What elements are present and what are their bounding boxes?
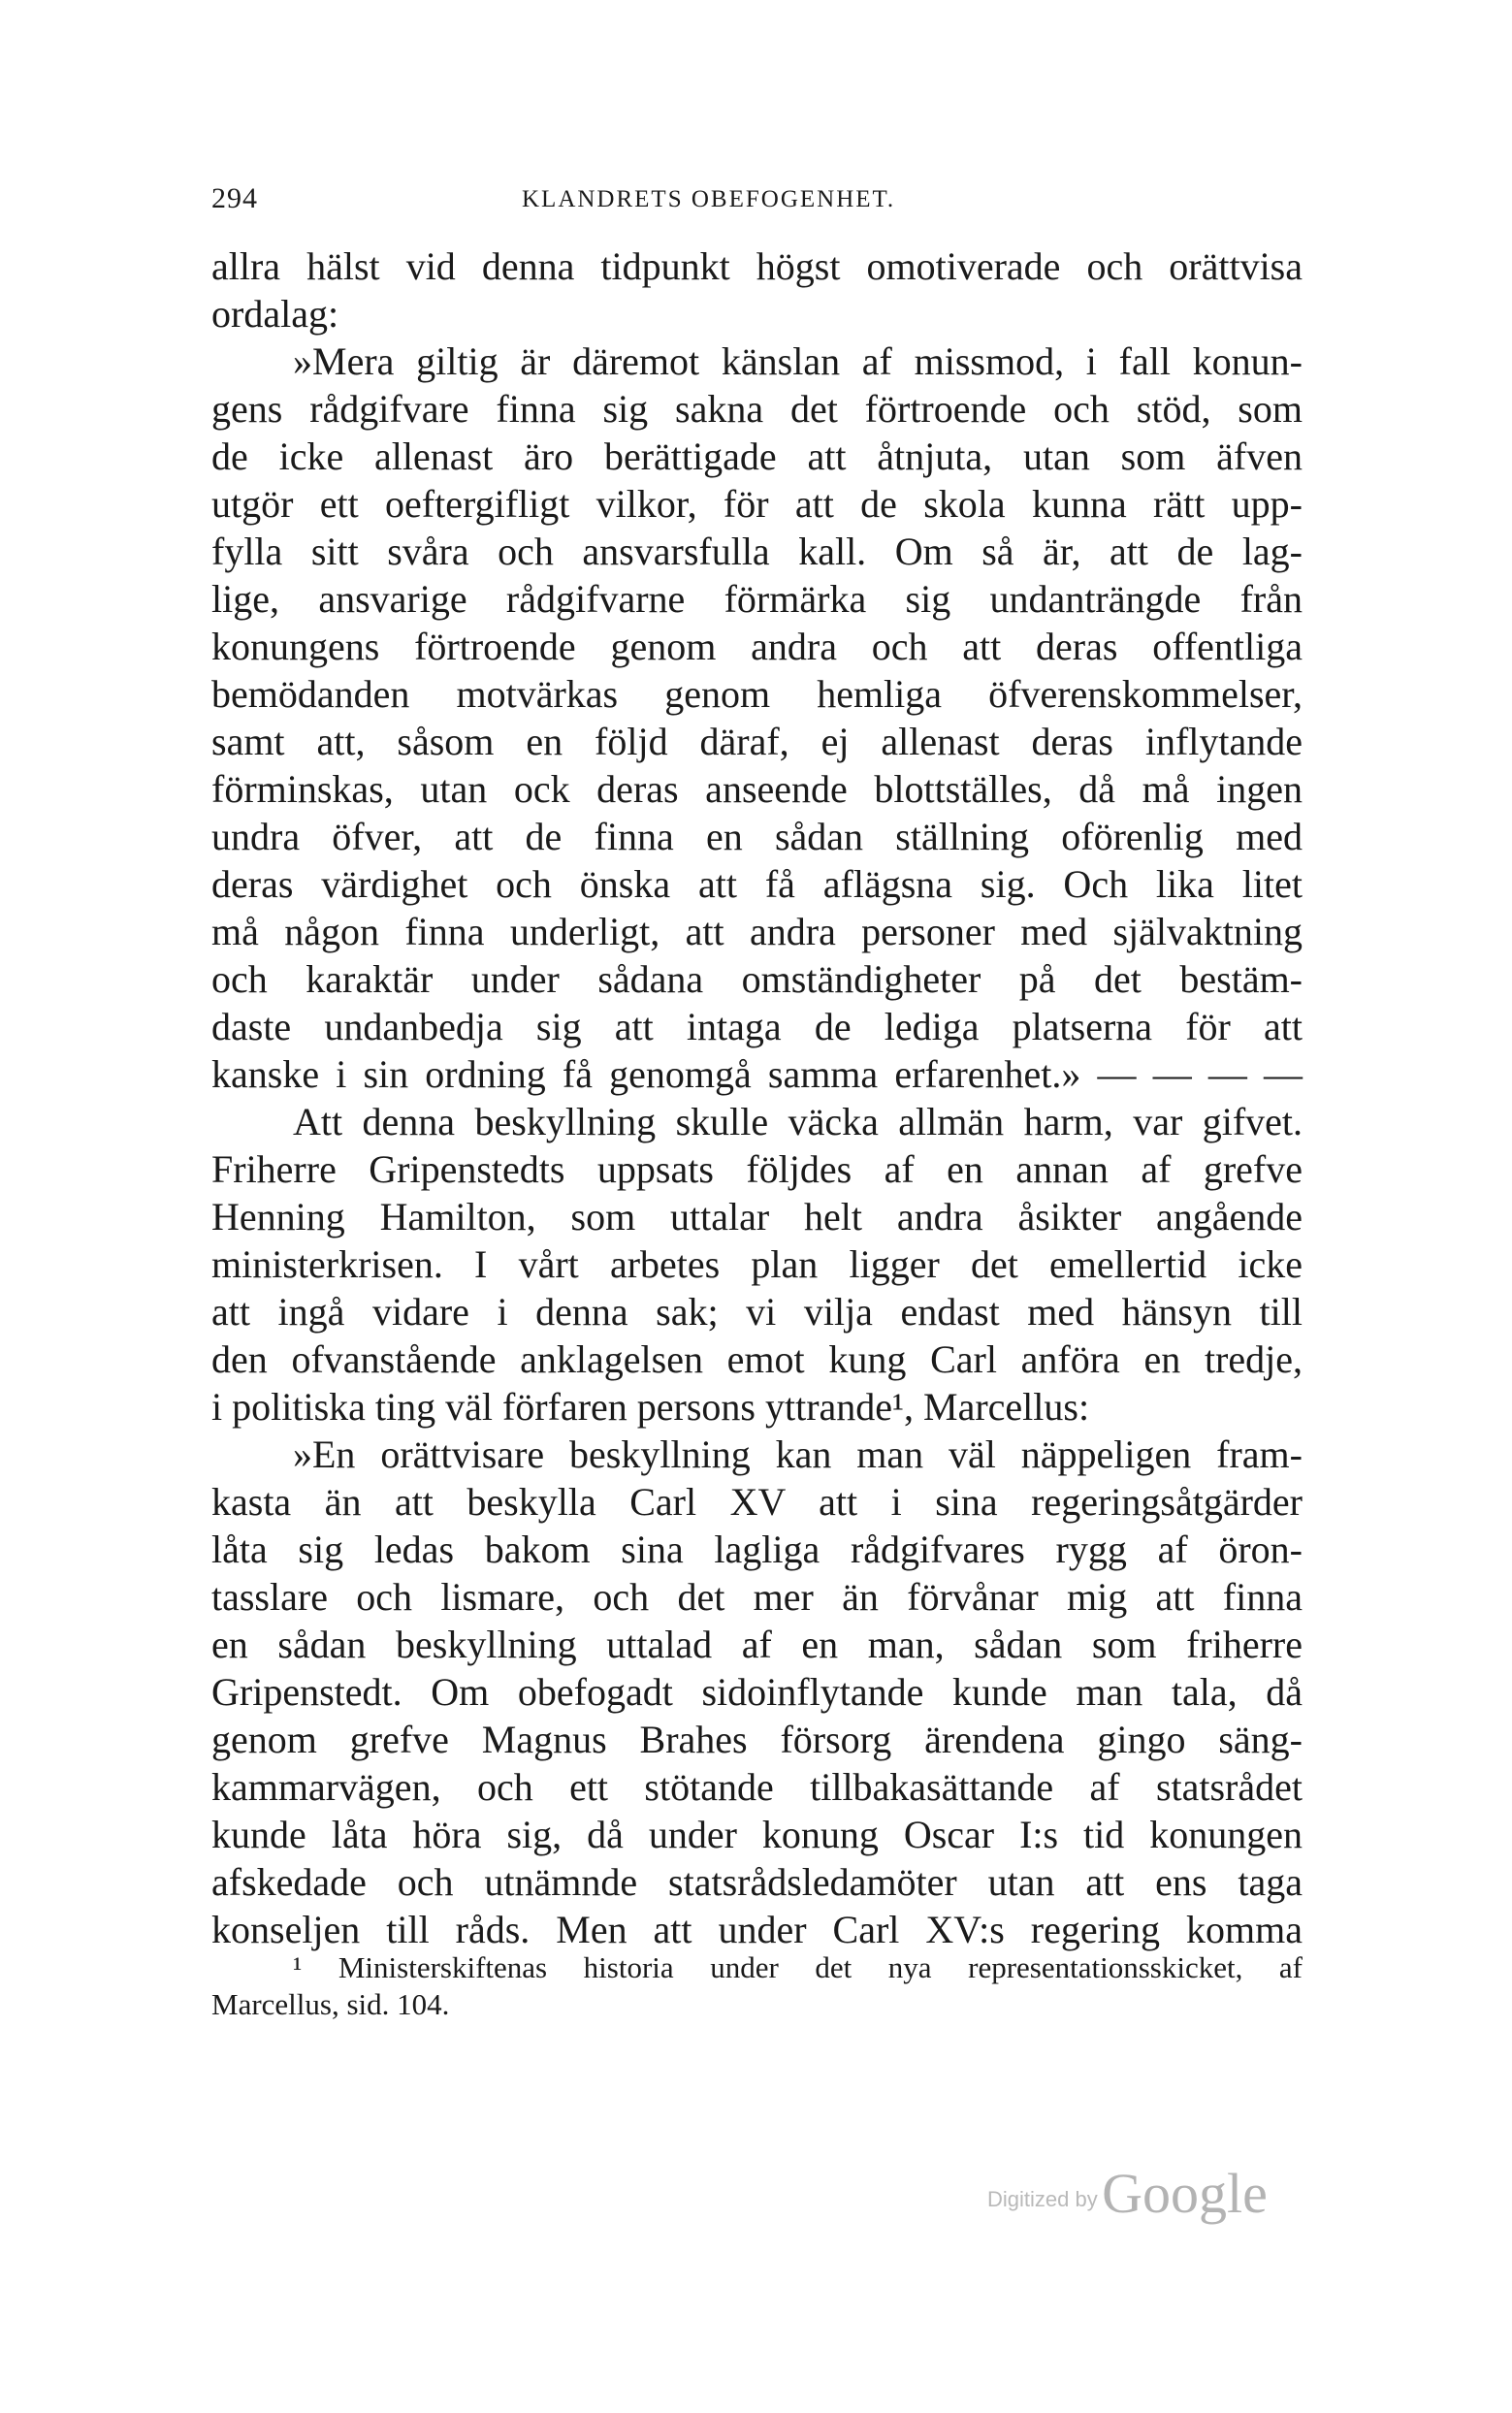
footnote bbox=[211, 1949, 1303, 2023]
text-line: Friherre Gripenstedts uppsats följdes af en annan af grefve bbox=[211, 1147, 1303, 1191]
text-line: förminskas, utan ock deras anseende blottställes, då må ingen bbox=[211, 767, 1303, 811]
text-line: deras värdighet och önska att få aflägsna sig. Och lika litet bbox=[211, 862, 1303, 906]
watermark-prefix: Digitized by bbox=[987, 2187, 1098, 2211]
text-line: kammarvägen, och ett stötande tillbakasättande af statsrådet bbox=[211, 1765, 1303, 1809]
footnote-line: Marcellus, sid. 104. bbox=[211, 1987, 450, 2021]
text-line: kunde låta höra sig, då under konung Oscar I:s tid konungen bbox=[211, 1813, 1303, 1856]
text-line: de icke allenast äro berättigade att åtnjuta, utan som äfven bbox=[211, 434, 1303, 478]
text-line: att ingå vidare i denna sak; vi vilja endast med hänsyn till bbox=[211, 1290, 1303, 1334]
text-line: gens rådgifvare finna sig sakna det förtroende och stöd, som bbox=[211, 387, 1303, 431]
text-line: »Mera giltig är däremot känslan af missmod, i fall konun- bbox=[293, 339, 1303, 383]
text-line: bemödanden motvärkas genom hemliga öfverenskommelser, bbox=[211, 672, 1303, 716]
text-line: undra öfver, att de finna en sådan ställning oförenlig med bbox=[211, 815, 1303, 858]
text-line: afskedade och utnämnde statsrådsledamöter utan att ens taga bbox=[211, 1860, 1303, 1904]
digitized-by-google-watermark bbox=[987, 2161, 1268, 2226]
text-line: »En orättvisare beskyllning kan man väl näppeligen fram- bbox=[293, 1432, 1303, 1476]
text-line: daste undanbedja sig att intaga de lediga platserna för att bbox=[211, 1005, 1303, 1048]
text-line: ministerkrisen. I vårt arbetes plan ligger det emellertid icke bbox=[211, 1242, 1303, 1286]
text-line: ordalag: bbox=[211, 292, 339, 336]
page-header bbox=[211, 182, 1303, 221]
text-line: konseljen till råds. Men att under Carl XV:s regering komma bbox=[211, 1908, 1303, 1951]
text-line: Henning Hamilton, som uttalar helt andra åsikter angående bbox=[211, 1195, 1303, 1239]
text-line: en sådan beskyllning uttalad af en man, sådan som friherre bbox=[211, 1623, 1303, 1666]
text-line: kanske i sin ordning få genomgå samma erfarenhet.» — — — — bbox=[211, 1052, 1303, 1096]
text-line: och karaktär under sådana omständigheter på det bestäm- bbox=[211, 957, 1303, 1001]
text-line: den ofvanstående anklagelsen emot kung Carl anföra en tredje, bbox=[211, 1337, 1303, 1381]
text-line: utgör ett oeftergifligt vilkor, för att de skola kunna rätt upp- bbox=[211, 482, 1303, 526]
text-line: tasslare och lismare, och det mer än förvånar mig att finna bbox=[211, 1575, 1303, 1619]
running-title: KLANDRETS OBEFOGENHET. bbox=[522, 186, 896, 212]
text-line: Att denna beskyllning skulle väcka allmän harm, var gifvet. bbox=[293, 1100, 1303, 1143]
text-line: i politiska ting väl förfaren persons yttrande¹, Marcellus: bbox=[211, 1385, 1090, 1429]
page-number: 294 bbox=[211, 182, 258, 214]
text-line: genom grefve Magnus Brahes försorg ärendena gingo säng- bbox=[211, 1718, 1303, 1761]
text-line: samt att, såsom en följd däraf, ej allenast deras inflytande bbox=[211, 720, 1303, 763]
text-line: låta sig ledas bakom sina lagliga rådgifvares rygg af öron- bbox=[211, 1528, 1303, 1571]
text-line: allra hälst vid denna tidpunkt högst omotiverade och orättvisa bbox=[211, 244, 1303, 288]
text-line: lige, ansvarige rådgifvarne förmärka sig undanträngde från bbox=[211, 577, 1303, 621]
body-text bbox=[211, 242, 1303, 1953]
text-line: må någon finna underligt, att andra personer med självaktning bbox=[211, 910, 1303, 953]
google-logo: Google bbox=[1102, 2162, 1268, 2225]
footnote-line: ¹ Ministerskiftenas historia under det nya representationsskicket, af bbox=[293, 1950, 1303, 1984]
text-line: Gripenstedt. Om obefogadt sidoinflytande kunde man tala, då bbox=[211, 1670, 1303, 1714]
text-line: kasta än att beskylla Carl XV att i sina regeringsåtgärder bbox=[211, 1480, 1303, 1524]
text-line: konungens förtroende genom andra och att deras offentliga bbox=[211, 625, 1303, 668]
text-line: fylla sitt svåra och ansvarsfulla kall. Om så är, att de lag- bbox=[211, 530, 1303, 573]
